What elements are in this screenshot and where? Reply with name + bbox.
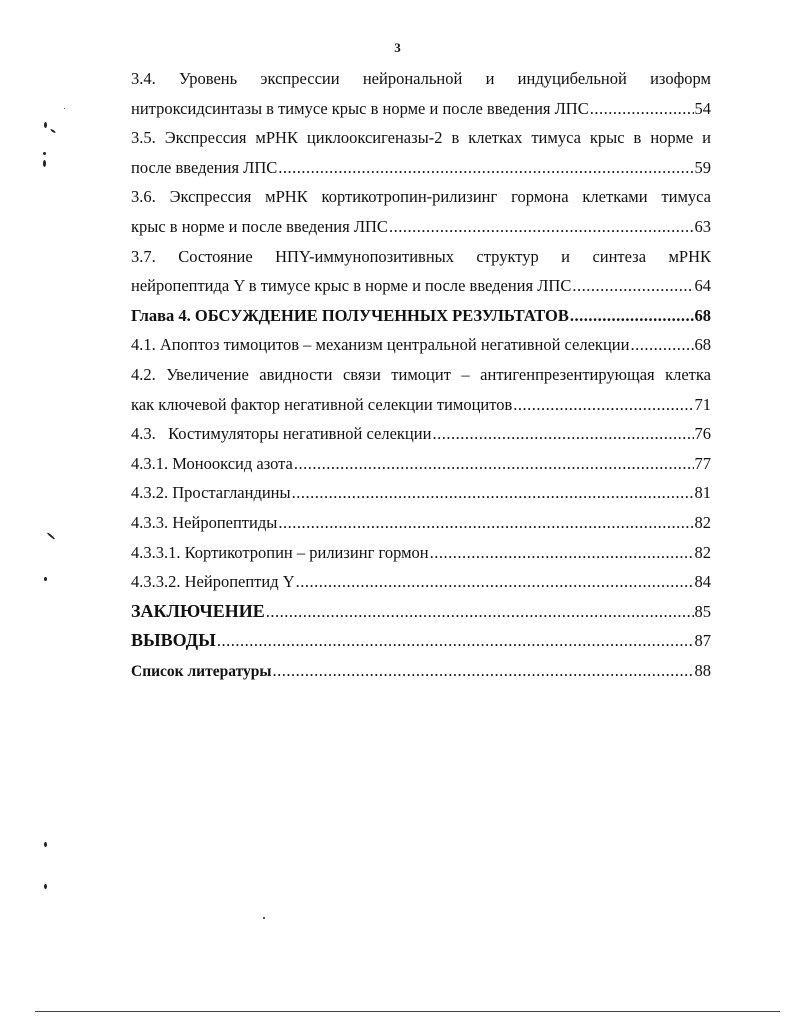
- toc-page-number: 63: [694, 216, 711, 236]
- leader-dots: [513, 390, 693, 420]
- toc-entry-3-4-line1: 3.4. Уровень экспрессии нейрональной и индуцибельной изоформ: [131, 69, 711, 88]
- toc-entry-4-3[interactable]: [131, 419, 711, 449]
- toc-entry-4-3-2[interactable]: [131, 478, 711, 508]
- toc-entry-4-3-3-1[interactable]: [131, 538, 711, 568]
- scan-speck: [64, 108, 65, 109]
- toc-page-number: 71: [694, 394, 711, 414]
- toc-findings-title: ВЫВОДЫ: [131, 630, 216, 651]
- leader-dots: [278, 508, 693, 538]
- toc-entry-3-4-line2: нитроксидсинтазы в тимусе крыс в норме и после введения ЛПС: [131, 98, 589, 118]
- toc-page-number: 88: [694, 660, 711, 680]
- leader-dots: [278, 153, 693, 183]
- leader-dots: [430, 538, 694, 568]
- toc-page-number: 87: [694, 631, 711, 651]
- scan-speck: [47, 532, 56, 540]
- toc-entry-4-2[interactable]: [131, 390, 711, 420]
- toc-page-number: 84: [694, 572, 711, 592]
- toc-entry-4-3-3[interactable]: [131, 508, 711, 538]
- toc-entry-4-3-3-1-title: 4.3.3.1. Кортикотропин – рилизинг гормон: [131, 542, 429, 562]
- toc-entry-3-5-line1: 3.5. Экспрессия мРНК циклооксигеназы-2 в клетках тимуса крыс в норме и: [131, 128, 711, 148]
- toc-page-number: 82: [694, 512, 711, 532]
- toc-entry-3-7[interactable]: [131, 271, 711, 301]
- toc-page-number: 81: [694, 483, 711, 503]
- leader-dots: [590, 94, 694, 124]
- toc-references[interactable]: [131, 656, 711, 686]
- toc-entry-4-3-3-2[interactable]: [131, 567, 711, 597]
- scan-speck: [44, 122, 47, 128]
- leader-dots: [572, 271, 693, 301]
- toc-entry-4-3-1[interactable]: [131, 449, 711, 479]
- toc-references-title: Список литературы: [131, 662, 272, 680]
- scan-speck: [44, 884, 47, 889]
- toc-entry-4-2-line1: 4.2. Увеличение авидности связи тимоцит – антигенпрезентирующая клетка: [131, 364, 711, 384]
- toc-page-number: 68: [694, 335, 711, 355]
- page-number: 3: [394, 40, 401, 55]
- bottom-rule: [35, 1011, 780, 1012]
- toc-entry-4-1-title: 4.1. Апоптоз тимоцитов – механизм центральной негативной селекции: [131, 335, 630, 355]
- scan-speck: [43, 160, 46, 167]
- toc-page-number: 54: [694, 98, 711, 118]
- scan-speck: [44, 577, 47, 581]
- toc-entry-4-3-3-title: 4.3.3. Нейропептиды: [131, 512, 278, 532]
- toc-conclusion-title: ЗАКЛЮЧЕНИЕ: [131, 600, 265, 621]
- leader-dots: [630, 330, 693, 360]
- toc-conclusion[interactable]: [131, 597, 711, 627]
- toc-entry-4-3-3-2-title: 4.3.3.2. Нейропептид Y: [131, 572, 295, 592]
- toc-page-number: 77: [694, 453, 711, 473]
- toc-chapter-4-title: Глава 4. ОБСУЖДЕНИЕ ПОЛУЧЕННЫХ РЕЗУЛЬТАТОВ: [131, 305, 569, 325]
- toc-entry-4-1[interactable]: [131, 330, 711, 360]
- leader-dots: [432, 419, 693, 449]
- leader-dots: [292, 478, 694, 508]
- toc-chapter-4[interactable]: [131, 301, 711, 331]
- toc-page-number: 64: [694, 276, 711, 296]
- toc-entry-3-7-line1: 3.7. Состояние НПY-иммунопозитивных структур и синтеза мРНК: [131, 246, 711, 266]
- leader-dots: [296, 567, 694, 597]
- toc-entry-4-3-1-title: 4.3.1. Монооксид азота: [131, 453, 293, 473]
- toc-entry-4-2-line2: как ключевой фактор негативной селекции тимоцитов: [131, 394, 513, 414]
- leader-dots: [266, 597, 694, 627]
- scan-speck: [263, 917, 265, 919]
- toc-entry-4-3-title: 4.3. Костимуляторы негативной селекции: [131, 424, 432, 444]
- toc-entry-3-7-line2: нейропептида Y в тимусе крыс в норме и после введения ЛПС: [131, 276, 572, 296]
- toc-findings[interactable]: [131, 626, 711, 656]
- toc-page-number: 68: [694, 305, 711, 325]
- toc-entry-3-6-line2: крыс в норме и после введения ЛПС: [131, 216, 388, 236]
- toc-page-number: 85: [694, 601, 711, 621]
- toc-page-number: 59: [694, 157, 711, 177]
- toc-page-number: 76: [694, 424, 711, 444]
- toc-entry-3-4[interactable]: [131, 94, 711, 124]
- leader-dots: [217, 626, 694, 656]
- toc-entry-3-6-line1: 3.6. Экспрессия мРНК кортикотропин-рилизинг гормона клетками тимуса: [131, 187, 711, 207]
- toc-entry-3-5[interactable]: [131, 153, 711, 183]
- scan-speck: [50, 128, 56, 133]
- toc-entry-3-5-line2: после введения ЛПС: [131, 157, 278, 177]
- leader-dots: [389, 212, 694, 242]
- toc-entry-3-6[interactable]: [131, 212, 711, 242]
- leader-dots: [272, 656, 693, 686]
- toc-page-number: 82: [694, 542, 711, 562]
- leader-dots: [570, 301, 694, 331]
- scan-speck: [43, 152, 46, 155]
- scan-speck: [44, 842, 47, 847]
- table-of-contents: [131, 64, 711, 685]
- toc-entry-4-3-2-title: 4.3.2. Простагландины: [131, 483, 291, 503]
- leader-dots: [294, 449, 694, 479]
